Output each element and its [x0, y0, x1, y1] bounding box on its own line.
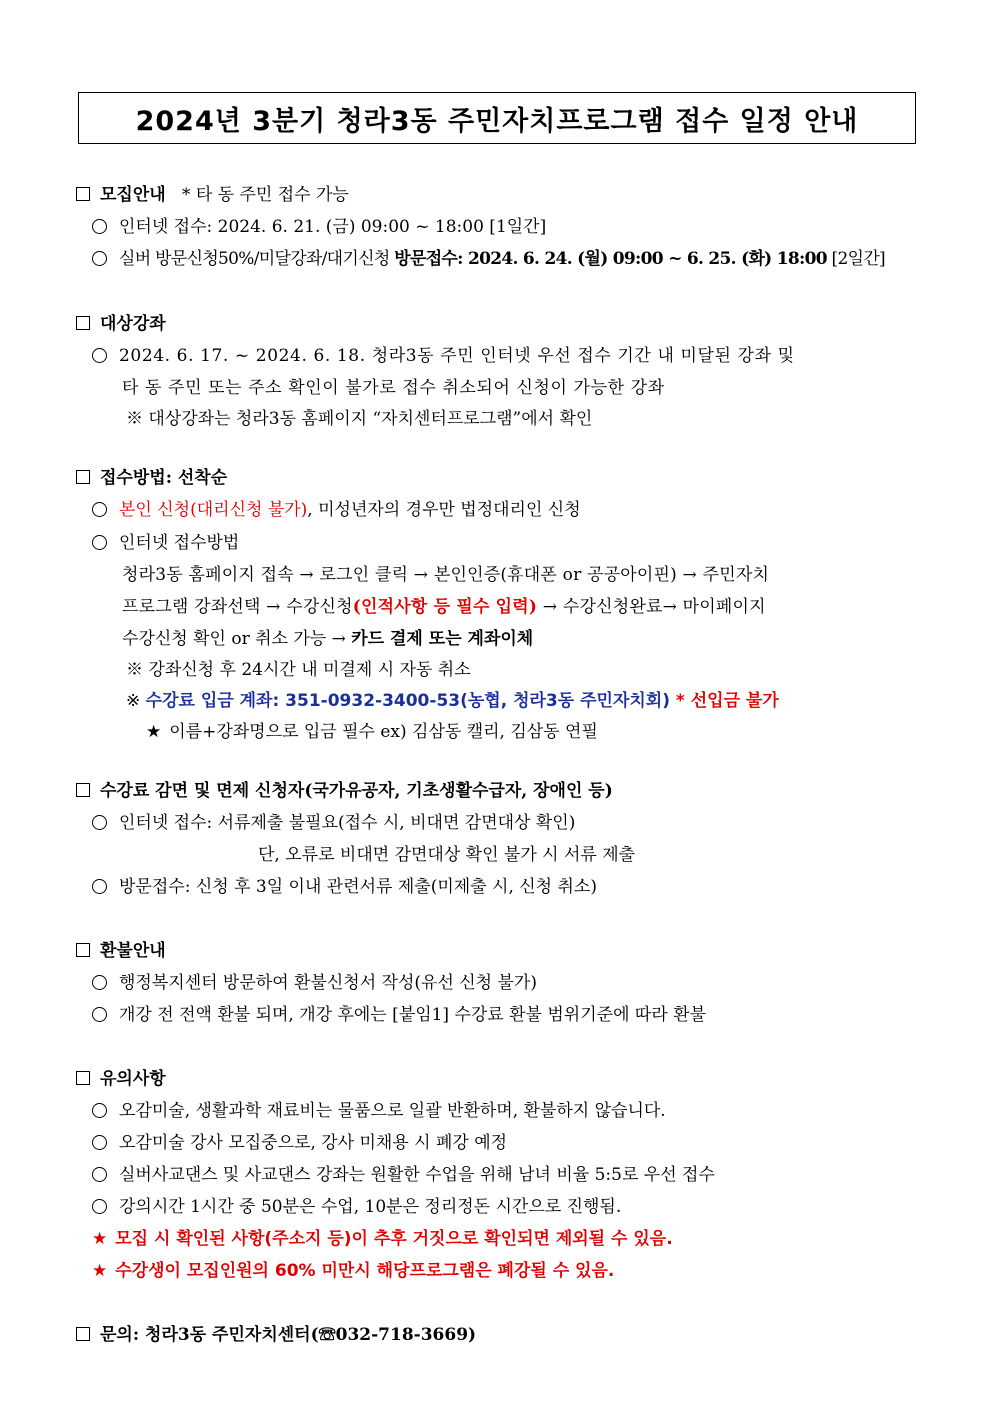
- circle-bullet-icon: [92, 1199, 107, 1214]
- section-target-heading: 대상강좌: [76, 312, 166, 336]
- discount-line-1: 인터넷 접수: 서류제출 불필요(접수 시, 비대면 감면대상 확인): [92, 811, 575, 835]
- target-line-2: 타 동 주민 또는 주소 확인이 불가로 접수 취소되어 신청이 가능한 강좌: [122, 378, 665, 398]
- circle-bullet-icon: [92, 815, 107, 830]
- method-step-2: 프로그램 강좌선택 → 수강신청(인적사항 등 필수 입력) → 수강신청완료→ 마이페이지: [122, 597, 766, 617]
- checkbox-square-icon: [76, 470, 90, 484]
- circle-bullet-icon: [92, 1135, 107, 1150]
- section-recruit-heading: 모집안내 * 타 동 주민 접수 가능: [76, 183, 349, 207]
- circle-bullet-icon: [92, 1007, 107, 1022]
- checkbox-square-icon: [76, 943, 90, 957]
- method-step-1: 청라3동 홈페이지 접속 → 로그인 클릭 → 본인인증(휴대폰 or 공공아이핀) → 주민자치: [122, 565, 770, 585]
- recruit-note: * 타 동 주민 접수 가능: [181, 185, 349, 205]
- method-internet-line: 인터넷 접수방법: [92, 531, 239, 555]
- circle-bullet-icon: [92, 975, 107, 990]
- section-discount-heading: 수강료 감면 및 면제 신청자(국가유공자, 기초생활수급자, 장애인 등): [76, 779, 613, 803]
- circle-bullet-icon: [92, 219, 107, 234]
- checkbox-square-icon: [76, 187, 90, 201]
- section-method-heading: 접수방법: 선착순: [76, 466, 227, 490]
- notes-line-2: 오감미술 강사 모집중으로, 강사 미채용 시 폐강 예정: [92, 1131, 507, 1155]
- contact-line: [76, 1323, 476, 1347]
- method-self-line: 본인 신청(대리신청 불가), 미성년자의 경우만 법정대리인 신청: [92, 498, 581, 522]
- circle-bullet-icon: [92, 502, 107, 517]
- recruit-internet-line: 인터넷 접수: 2024. 6. 21. (금) 09:00 ~ 18:00 [1일간]: [92, 215, 546, 239]
- title-box: [78, 92, 916, 144]
- notes-warning-2: ★ 수강생이 모집인원의 60% 미만시 해당프로그램은 폐강될 수 있음.: [92, 1261, 615, 1281]
- method-note-1: ※ 강좌신청 후 24시간 내 미결제 시 자동 취소: [126, 660, 471, 680]
- circle-bullet-icon: [92, 879, 107, 894]
- circle-bullet-icon: [92, 1167, 107, 1182]
- checkbox-square-icon: [76, 783, 90, 797]
- notes-warning-1: ★ 모집 시 확인된 사항(주소지 등)이 추후 거짓으로 확인되면 제외될 수 있음.: [92, 1229, 673, 1249]
- circle-bullet-icon: [92, 1103, 107, 1118]
- contact-text: 문의: 청라3동 주민자치센터(☏032-718-3669): [100, 1325, 477, 1345]
- discount-line-3: 방문접수: 신청 후 3일 이내 관련서류 제출(미제출 시, 신청 취소): [92, 875, 597, 899]
- section-notes-heading: 유의사항: [76, 1067, 166, 1091]
- notes-line-1: 오감미술, 생활과학 재료비는 물품으로 일괄 반환하며, 환불하지 않습니다.: [92, 1099, 666, 1123]
- circle-bullet-icon: [92, 251, 107, 266]
- star-icon: ★: [92, 1261, 108, 1281]
- notes-line-3: 실버사교댄스 및 사교댄스 강좌는 원활한 수업을 위해 남녀 비율 5:5로 우선 접수: [92, 1163, 715, 1187]
- method-note-2: ※ 수강료 입금 계좌: 351-0932-3400-53(농협, 청라3동 주민자치회) * 선입금 불가: [126, 691, 779, 711]
- circle-bullet-icon: [92, 535, 107, 550]
- checkbox-square-icon: [76, 316, 90, 330]
- refund-line-1: 행정복지센터 방문하여 환불신청서 작성(유선 신청 불가): [92, 971, 537, 995]
- notes-line-4: 강의시간 1시간 중 50분은 수업, 10분은 정리정돈 시간으로 진행됨.: [92, 1195, 621, 1219]
- star-icon: ★: [146, 722, 162, 742]
- star-icon: ★: [92, 1229, 108, 1249]
- checkbox-square-icon: [76, 1327, 90, 1341]
- method-note-3: ★ 이름+강좌명으로 입금 필수 ex) 김삼동 캘리, 김삼동 연필: [146, 722, 598, 742]
- target-note: ※ 대상강좌는 청라3동 홈페이지 “자치센터프로그램”에서 확인: [126, 409, 593, 429]
- section-refund-heading: 환불안내: [76, 939, 166, 963]
- refund-line-2: 개강 전 전액 환불 되며, 개강 후에는 [붙임1] 수강료 환불 범위기준에 따라 환불: [92, 1003, 706, 1027]
- checkbox-square-icon: [76, 1071, 90, 1085]
- circle-bullet-icon: [92, 348, 107, 363]
- discount-line-2: 단, 오류로 비대면 감면대상 확인 불가 시 서류 제출: [258, 845, 636, 865]
- recruit-visit-line: 실버 방문신청50%/미달강좌/대기신청 방문접수: 2024. 6. 24. (월) 09:00 ~ 6. 25. (화) 18:00 [2일간]: [92, 247, 885, 271]
- target-line-1: 2024. 6. 17. ~ 2024. 6. 18. 청라3동 주민 인터넷 우선 접수 기간 내 미달된 강좌 및: [92, 344, 795, 368]
- method-step-3: 수강신청 확인 or 취소 가능 → 카드 결제 또는 계좌이체: [122, 629, 534, 649]
- page-title: 2024년 3분기 청라3동 주민자치프로그램 접수 일정 안내: [135, 105, 859, 137]
